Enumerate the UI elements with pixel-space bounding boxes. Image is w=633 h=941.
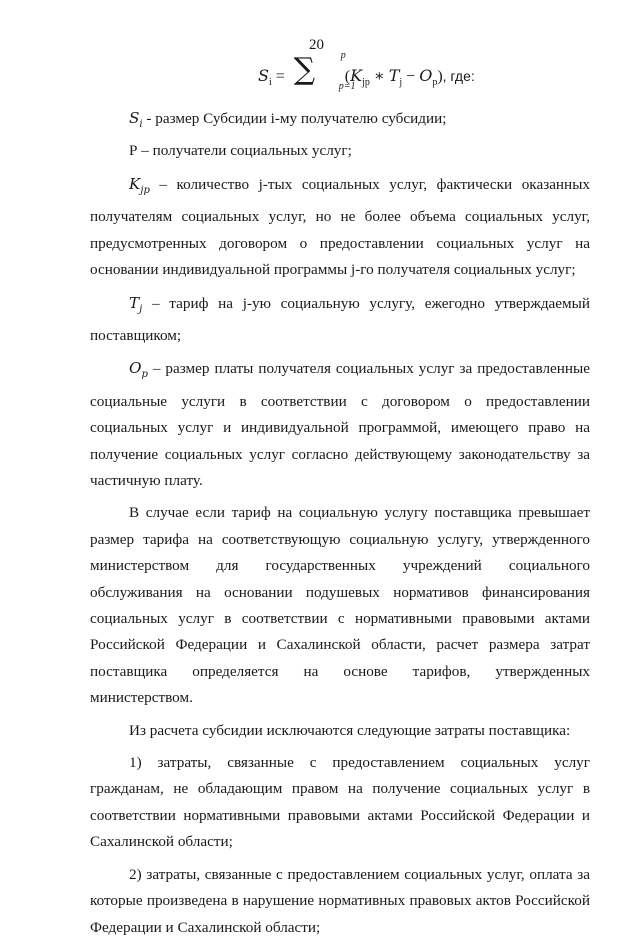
definition-kjp <box>90 171 590 284</box>
formula-close-paren: ) <box>437 68 443 85</box>
definition-kjp-text: – количество j-тых социальных услуг, фактически оказанных получателям социальных услуг, но не более объема социальных услуг, предусмотренных договором о предоставлении социальных услуг на основании индивидуальной программы j-го получателя социальных услуг; <box>90 175 590 279</box>
page-number: 20 <box>309 37 324 53</box>
formula-lhs-subscript: i <box>268 77 272 89</box>
var-si <box>129 109 143 131</box>
formula-t: T <box>388 66 400 85</box>
paragraph-excluded-intro: Из расчета субсидии исключаются следующие затраты поставщика: <box>129 721 571 739</box>
document-body <box>90 105 590 941</box>
formula-multiply: ∗ <box>369 68 389 85</box>
subsidy-formula <box>258 50 475 92</box>
sum-lower-limit: p=1 <box>338 81 356 92</box>
formula-k-sub: jp <box>362 77 370 89</box>
definition-op-text: – размер платы получателя социальных услуг за предоставленные социальные услуги в соответствии с договором о предоставлении социальных услуг и индивидуальной программой, имеющего право на получение социальных услуг согласно действующему законодательству за частичную плату. <box>90 360 590 489</box>
formula-equals: = <box>271 68 289 85</box>
var-si-symbol: S <box>129 109 140 127</box>
formula-lhs-symbol: S <box>258 66 269 85</box>
definition-op <box>90 355 590 494</box>
var-op <box>129 359 148 381</box>
var-si-subscript: i <box>139 119 143 131</box>
var-kjp-symbol: K <box>129 174 141 193</box>
var-tj-symbol: T <box>129 293 140 312</box>
definition-p: Р – получатели социальных услуг; <box>129 142 352 160</box>
definition-si <box>90 105 590 138</box>
formula-o: O <box>419 66 433 85</box>
formula-o-sub: p <box>432 77 438 89</box>
var-kjp <box>129 174 150 196</box>
var-kjp-subscript: jp <box>140 184 150 196</box>
paragraph-tariff: В случае если тариф на социальную услугу поставщика превышает размер тарифа на соответствующую социальную услугу, утвержденного министерством для государственных учреждений социального обслуживания на основании подушевых нормативов финансирования социальных услуг в соответствии с нормативными правовыми актами Российской Федерации и Сахалинской области, расчет размера затрат поставщика определяется на основе тарифов, утвержденных министерством. <box>90 504 590 707</box>
list-item-1: 1) затраты, связанные с предоставлением социальных услуг гражданам, не обладающим правом на получение социальных услуг в соответствии нормативными правовыми актами Российской Федерации и Сахалинской области; <box>90 754 590 851</box>
var-op-symbol: O <box>129 359 142 378</box>
definition-si-text: - размер Субсидии i-му получателю субсидии; <box>142 110 447 127</box>
var-op-subscript: p <box>141 369 148 381</box>
formula-k: K <box>350 66 363 85</box>
formula-term <box>344 66 443 89</box>
var-tj-subscript: j <box>139 303 143 315</box>
formula-open-paren: ( <box>344 68 351 85</box>
list-item-2: 2) затраты, связанные с предоставлением социальных услуг, оплата за которые произведена в нарушение нормативных правовых актов Российской Федерации и Сахалинской области; <box>90 865 590 936</box>
formula-minus: − <box>402 68 420 85</box>
sum-operator <box>289 50 356 92</box>
definition-tj-text: – тариф на j-ую социальную услугу, ежегодно утверждаемый поставщиком; <box>90 294 590 344</box>
formula-where: , где: <box>442 68 475 84</box>
sigma-symbol: ∑ <box>293 52 316 87</box>
var-tj <box>129 293 143 315</box>
formula-t-sub: j <box>399 77 403 89</box>
formula-lhs <box>258 66 272 89</box>
sum-upper-limit: p <box>340 50 346 61</box>
definition-tj <box>90 290 590 350</box>
